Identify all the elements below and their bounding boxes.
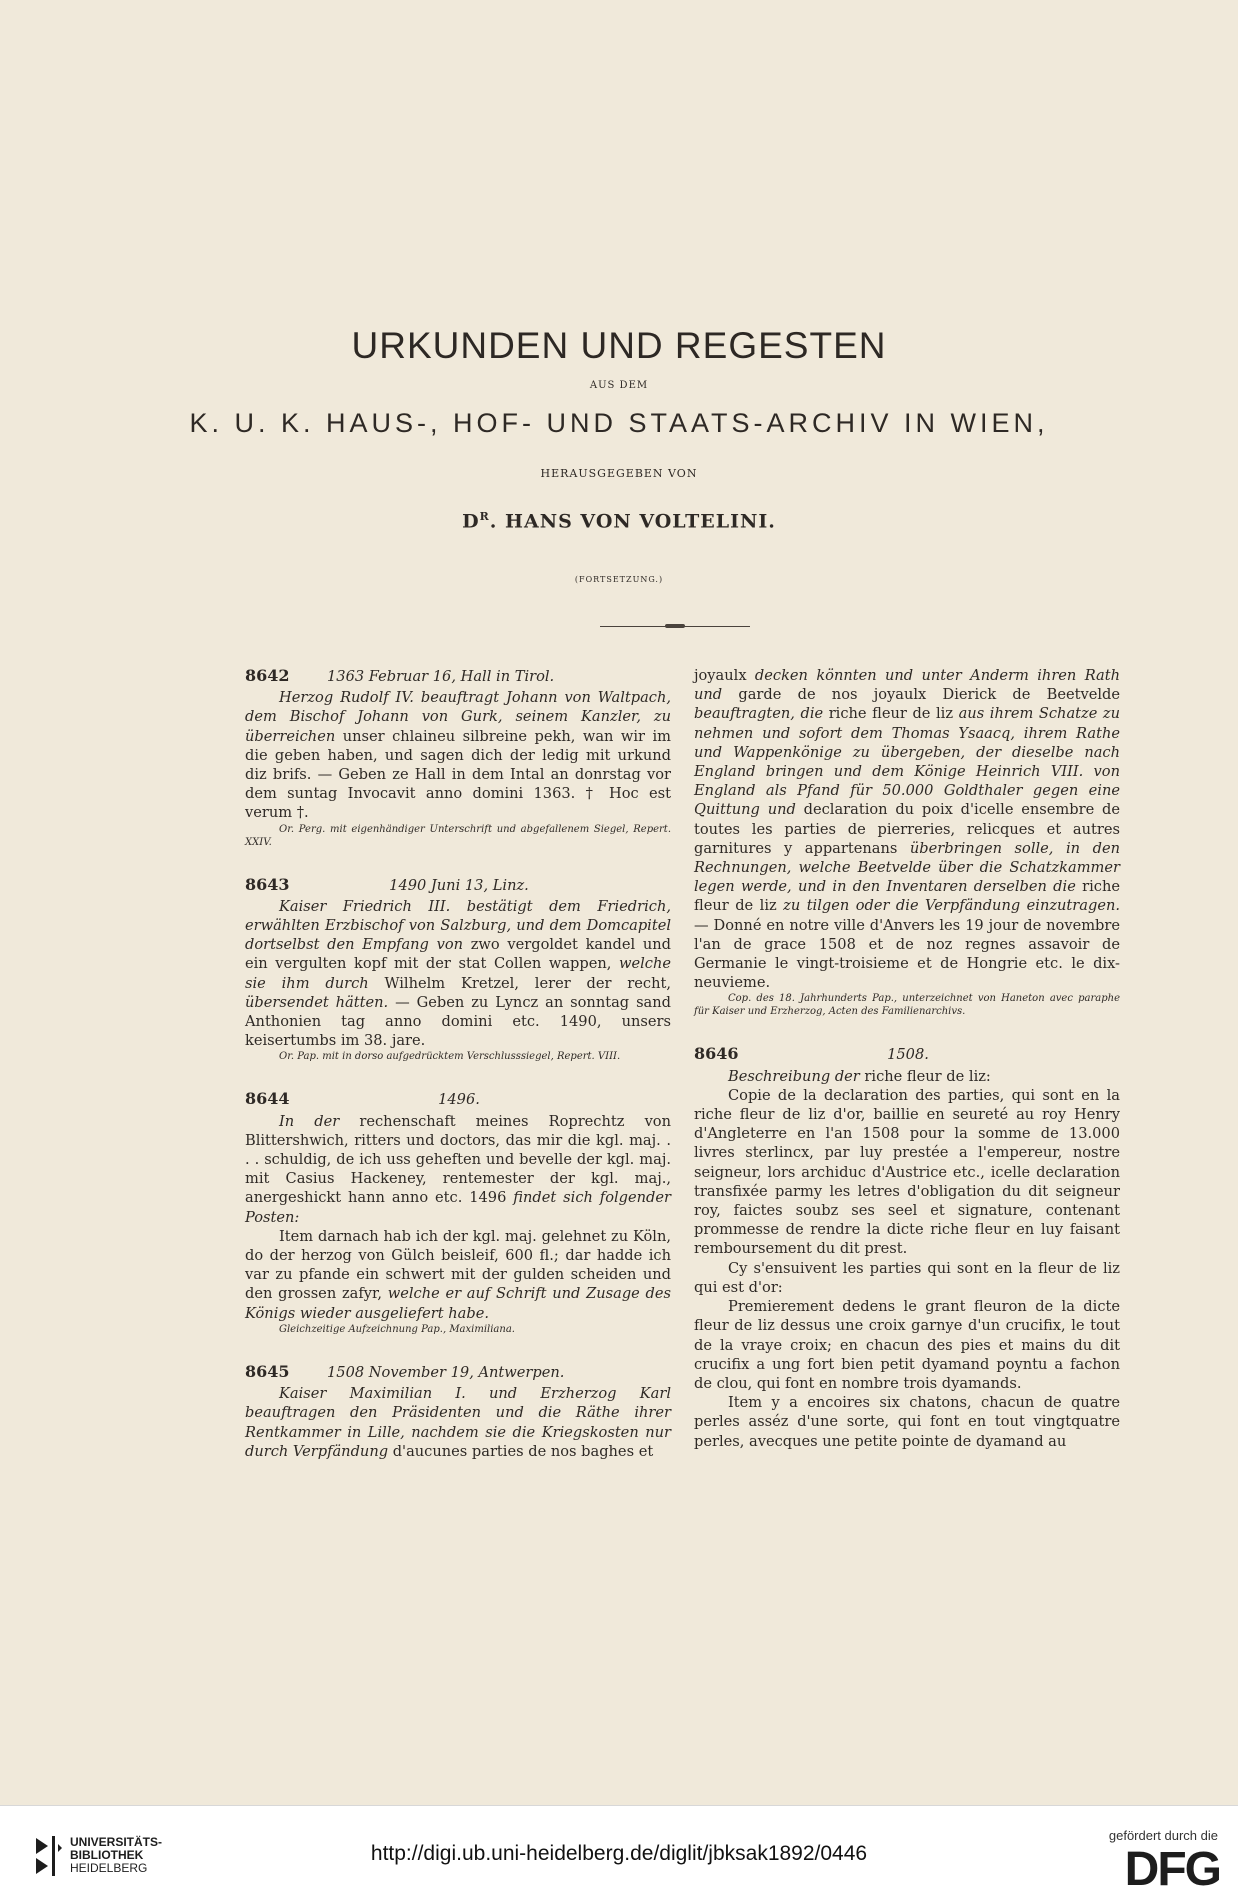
editor-name — [0, 510, 1238, 532]
divider-ornament — [665, 624, 685, 628]
right-column — [694, 666, 1120, 1451]
archive-title: K. U. K. HAUS-, HOF- UND STAATS-ARCHIV IN WIEN, — [189, 408, 1049, 438]
entry-number: 8643 — [245, 874, 290, 894]
entry-body-8644-para2 — [245, 1227, 671, 1323]
main-title: URKUNDEN UND REGESTEN — [351, 325, 887, 366]
document-text: — Donné en notre ville d'Anvers les 19 jour de novembre l'an de grace 1508 et de noz regnes assavoir de Germanie le vingt-troisieme et de Hongrie etc. le dix-neuvieme. — [694, 916, 1120, 992]
document-text: riche fleur de liz: — [859, 1067, 991, 1085]
regest-text: überbringen solle, in den Rechnungen, welche Beetvelde über die Schatzkammer legen werde, und in den Inventaren derselben die — [694, 839, 1120, 896]
source-note: Or. Pap. mit in dorso aufgedrücktem Verschlusssiegel, Repert. VIII. — [279, 1051, 621, 1063]
document-text: Item darnach hab ich der kgl. maj. gelehnet zu Köln, do der herzog von Gülch beisleif, 600 fl.; dar hadde ich var zu pfande ein schwert mit der gulden scheiden und den grossen zafyr, — [245, 1227, 671, 1303]
entry-date: 1496. — [438, 1091, 480, 1109]
document-text: — Geben zu Lyncz an sonntag sand Anthonien tag anno domini etc. 1490, unsers keisertumbs im 38. jare. — [245, 993, 672, 1050]
regest-text: Kaiser Maximilian I. und Erzherzog Karl beauftragen den Präsidenten und die Räthe ihrer Rentkammer in Lille, nachdem sie die Kriegskosten nur durch Verpfändung — [245, 1385, 671, 1460]
entry-body-8646-p2: Cy s'ensuivent les parties qui sont en la fleur de liz qui est d'or: — [694, 1259, 1120, 1296]
regest-text: Kaiser Friedrich III. bestätigt dem Friedrich, erwählten Erzbischof von Salzburg, und dem Domcapitel dortselbst den Empfang von — [245, 897, 671, 954]
document-text: riche fleur de liz — [823, 705, 959, 723]
entry-date: 1363 Februar 16, Hall in Tirol. — [327, 668, 555, 685]
document-text: garde de nos joyaulx Dierick de Beetvelde — [722, 686, 1120, 704]
entry-body-8646 — [694, 1067, 1120, 1086]
document-text: Wilhelm Kretzel, lerer der recht, — [368, 974, 671, 992]
fortsetzung-label: (FORTSETZUNG.) — [574, 575, 664, 584]
source-note: Gleichzeitige Aufzeichnung Pap., Maximiliana. — [279, 1323, 515, 1335]
document-text: joyaulx — [694, 667, 755, 684]
regest-text: zu tilgen oder die Verpfändung einzutragen. — [783, 897, 1120, 915]
entry-number: 8645 — [245, 1361, 290, 1381]
entry-date: 1508. — [887, 1046, 929, 1064]
regest-text: decken könnten und unter Anderm ihren Rath und — [694, 667, 1120, 704]
entry-date: 1490 Juni 13, Linz. — [389, 876, 529, 894]
uni-line-2: BIBLIOTHEK — [70, 1848, 144, 1862]
regest-text: welche er auf Schrift und Zusage des Königs wieder ausgeliefert habe. — [245, 1285, 672, 1322]
editor-sup: R — [479, 510, 490, 523]
regest-text: Beschreibung der — [728, 1067, 860, 1085]
footer-bar — [0, 1805, 1238, 1903]
entry-header-8644 — [245, 1089, 671, 1109]
document-text: unser chlaineu silbreine pekh, wan wir im die geben haben, und sagen dich der ledig mit urkund diz brifs. — Geben ze Hall in dem Intal an donrstag vor dem suntag Invocavit anno domini 1363. † Hoc est verum †. — [245, 727, 671, 822]
herausgegeben-label: HERAUSGEGEBEN VON — [540, 467, 698, 480]
entry-header-8642 — [245, 666, 671, 686]
uni-line-3: HEIDELBERG — [70, 1861, 148, 1875]
regest-text: Herzog Rudolf IV. beauftragt Johann von Waltpach, dem Bischof Johann von Gurk, seinem Kanzler, zu überreichen — [245, 689, 671, 745]
entry-body-8646-p1: Copie de la declaration des parties, qui sont en la riche fleur de liz d'or, baillie en seureté au roy Henry d'Angleterre en l'an 1508 pour la somme de 13.000 livres sterlincx, par luy prestée a l'empereur, nostre seigneur, lors archiduc d'Austrice etc., icelle declaration transfixée parmy les letres d'obligation du dit seigneur roy, faictes soubz ses seel et signature, contenant prommesse de rendre la dicte riche fleur en luy faisant remboursement du dit prest. — [694, 1086, 1120, 1258]
regest-text: welche sie ihm durch — [245, 955, 671, 992]
document-url-link[interactable]: http://digi.ub.uni-heidelberg.de/diglit/jbksak1892/0446 — [370, 1842, 868, 1865]
entry-header-8646 — [694, 1044, 1120, 1064]
regest-text: übersendet hätten. — [245, 993, 389, 1011]
entry-body-8642 — [245, 688, 671, 822]
entry-number: 8644 — [245, 1089, 290, 1109]
entry-header-8645 — [245, 1362, 671, 1382]
regest-text: aus ihrem Schatze zu nehmen und sofort dem Thomas Ysaacq, ihrem Rathe und Wappenkönige zu übergeben, der dieselbe nach England bringen und dem Könige Heinrich VIII. von England als Pfand für 50.000 Goldthaler gegen eine Quittung und — [694, 705, 1120, 819]
document-text: riche fleur de liz — [694, 878, 1120, 915]
entry-body-8646-p4: Item y a encoires six chatons, chacun de quatre perles asséz d'une sorte, qui font en tout vingtquatre perles, avecques une petite pointe de dyamand au — [694, 1394, 1120, 1450]
entry-body-8643 — [245, 897, 671, 1051]
entry-body-8645 — [245, 1384, 671, 1461]
editor-name-text: . HANS VON VOLTELINI. — [489, 510, 776, 533]
subtitle-aus-dem: AUS DEM — [589, 380, 649, 391]
document-text: rechenschaft meines Roprechtz von Blittershwich, ritters und doctors, das mir die kgl. maj. . . . schuldig, de ich uss geheften und bevelle der kgl. maj. mit Casius Hackeney, rentemester der kgl. maj., anergeshickt hann anno etc. 1496 — [245, 1112, 671, 1207]
regest-text: beauftragten, die — [694, 705, 824, 723]
dfg-logo: DFG — [1124, 1843, 1220, 1896]
document-text: d'aucunes parties de nos baghes et — [388, 1442, 654, 1460]
entry-number: 8642 — [245, 666, 290, 685]
entry-date: 1508 November 19, Antwerpen. — [327, 1363, 565, 1381]
entry-body-8646-p3: Premierement dedens le grant fleuron de la dicte fleur de liz dessus une croix garnye d'un crucifix, le tout de la vraye croix; en chacun des pies et mains du dit crucifix a ung fort bien petit dyamand poyntu a fachon de clou, qui font en nombre trois dyamands. — [694, 1298, 1120, 1392]
regest-text: In der — [279, 1112, 340, 1130]
source-note: Or. Perg. mit eigenhändiger Unterschrift und abgefallenem Siegel, Repert. XXIV. — [245, 823, 671, 848]
uni-line-1: UNIVERSITÄTS- — [70, 1835, 163, 1849]
entry-number: 8646 — [694, 1044, 739, 1064]
editor-prefix: D — [462, 510, 480, 533]
left-column — [245, 666, 671, 1461]
document-text: zwo vergoldet kandel und ein vergulten kopf mit der stat Collen wappen, — [245, 936, 672, 973]
source-note: Cop. des 18. Jahrhunderts Pap., unterzeichnet von Haneton avec paraphe für Kaiser und Erzherzog, Acten des Familienarchivs. — [694, 993, 1120, 1018]
regest-text: findet sich folgender Posten: — [245, 1189, 671, 1226]
entry-header-8643 — [245, 875, 671, 895]
funding-note: gefördert durch die — [1108, 1828, 1218, 1843]
document-text: declaration du poix d'icelle ensembre de toutes les parties de pierreries, relicques et autres garnitures y appartenans — [694, 801, 1120, 857]
entry-body-8645-continued — [694, 666, 1120, 992]
entry-body-8644 — [245, 1112, 671, 1227]
